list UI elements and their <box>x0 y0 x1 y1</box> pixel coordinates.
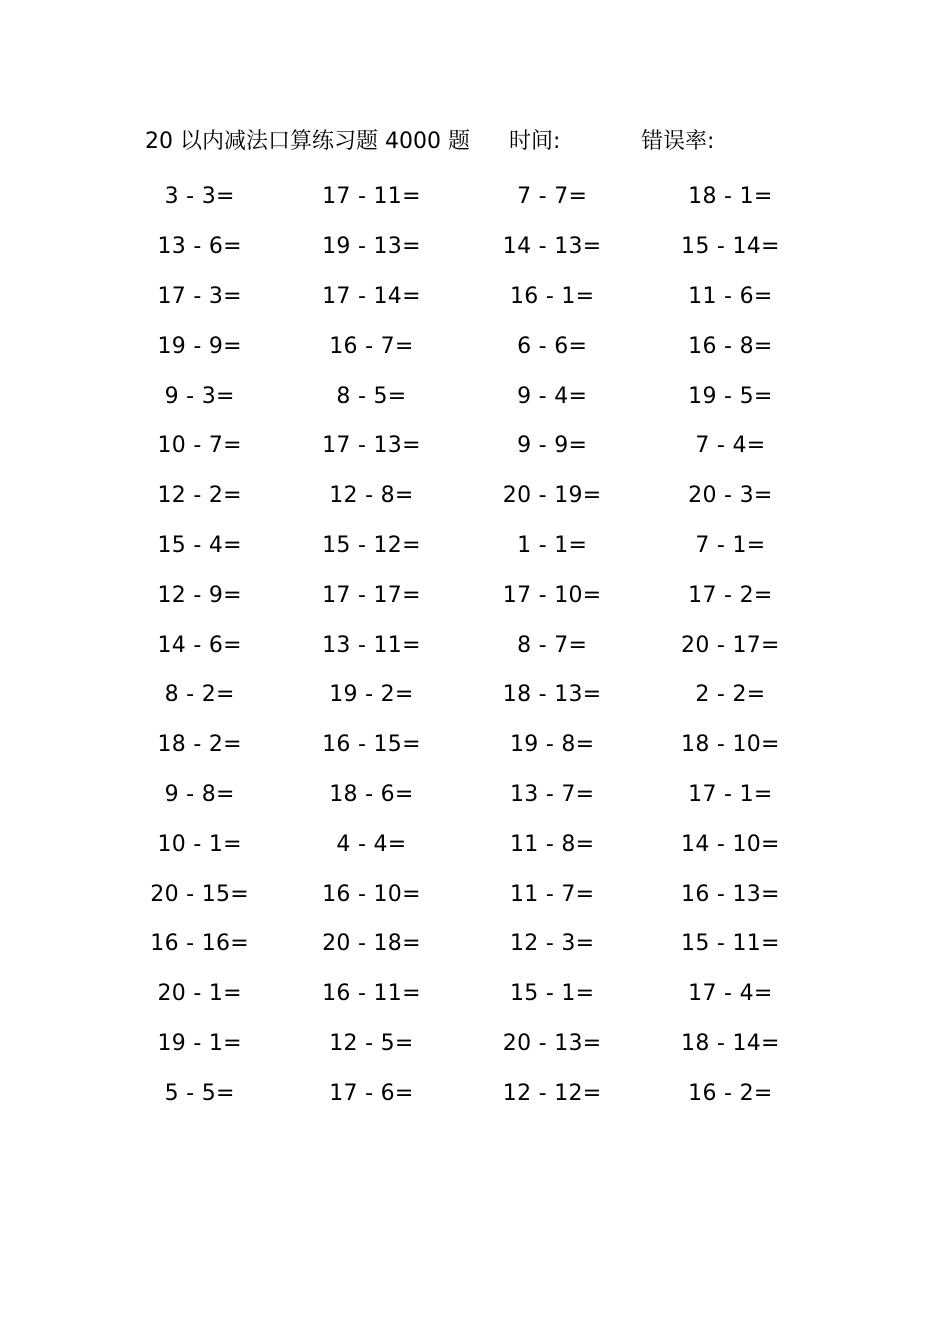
problem-item: 9 - 4= <box>517 383 588 409</box>
problem-row <box>125 819 825 869</box>
problem-item: 16 - 8= <box>688 333 773 359</box>
problem-item: 7 - 7= <box>517 184 588 210</box>
problem-item: 14 - 13= <box>502 234 602 260</box>
problem-item: 15 - 14= <box>681 234 780 260</box>
problem-item: 17 - 4= <box>688 981 773 1007</box>
problem-item: 13 - 11= <box>322 632 421 658</box>
problem-grid <box>125 172 825 1118</box>
problem-item: 19 - 2= <box>329 682 414 708</box>
problem-row <box>125 770 825 820</box>
problem-item: 12 - 12= <box>502 1080 602 1106</box>
problem-item: 11 - 7= <box>509 881 595 907</box>
problem-item: 16 - 2= <box>688 1080 773 1106</box>
problem-item: 16 - 11= <box>322 981 421 1007</box>
problem-item: 17 - 1= <box>688 781 773 807</box>
problem-item: 13 - 7= <box>509 781 595 807</box>
problem-item: 15 - 12= <box>322 532 421 558</box>
problem-item: 14 - 10= <box>681 831 780 857</box>
problem-item: 17 - 3= <box>157 283 242 309</box>
problem-item: 19 - 8= <box>509 732 595 758</box>
problem-item: 17 - 2= <box>688 582 773 608</box>
problem-row <box>125 1068 825 1118</box>
problem-item: 15 - 11= <box>681 931 780 957</box>
problem-row <box>125 969 825 1019</box>
problem-item: 15 - 1= <box>509 981 595 1007</box>
problem-item: 20 - 15= <box>150 881 250 907</box>
problem-item: 12 - 2= <box>157 483 242 509</box>
problem-item: 17 - 6= <box>329 1080 414 1106</box>
problem-item: 18 - 10= <box>681 732 780 758</box>
problem-item: 10 - 7= <box>157 433 242 459</box>
problem-item: 17 - 13= <box>322 433 421 459</box>
problem-item: 12 - 8= <box>329 483 414 509</box>
problem-item: 15 - 4= <box>157 532 242 558</box>
problem-item: 8 - 5= <box>336 383 407 409</box>
problem-item: 5 - 5= <box>164 1080 235 1106</box>
problem-item: 20 - 18= <box>322 931 421 957</box>
problem-item: 16 - 13= <box>681 881 780 907</box>
problem-row <box>125 1019 825 1069</box>
problem-row <box>125 720 825 770</box>
problem-item: 1 - 1= <box>517 532 588 558</box>
problem-item: 8 - 2= <box>164 682 235 708</box>
problem-row <box>125 919 825 969</box>
problem-row <box>125 570 825 620</box>
problem-item: 13 - 6= <box>157 234 242 260</box>
problem-item: 9 - 9= <box>517 433 588 459</box>
problem-item: 19 - 9= <box>157 333 242 359</box>
problem-item: 20 - 17= <box>681 632 780 658</box>
problem-item: 12 - 9= <box>157 582 242 608</box>
problem-item: 11 - 6= <box>688 283 773 309</box>
error-rate-label: 错误率: <box>641 129 715 154</box>
problem-item: 11 - 8= <box>509 831 595 857</box>
problem-item: 14 - 6= <box>157 632 242 658</box>
problem-item: 20 - 19= <box>502 483 602 509</box>
problem-item: 7 - 4= <box>695 433 766 459</box>
problem-item: 20 - 1= <box>157 981 242 1007</box>
problem-item: 9 - 3= <box>164 383 235 409</box>
problem-item: 18 - 2= <box>157 732 242 758</box>
problem-row <box>125 620 825 670</box>
problem-item: 18 - 14= <box>681 1030 780 1056</box>
problem-item: 10 - 1= <box>157 831 242 857</box>
problem-item: 18 - 13= <box>502 682 602 708</box>
problem-row <box>125 321 825 371</box>
problem-row <box>125 670 825 720</box>
problem-item: 4 - 4= <box>336 831 407 857</box>
problem-item: 16 - 15= <box>322 732 421 758</box>
problem-item: 17 - 17= <box>322 582 421 608</box>
problem-item: 2 - 2= <box>695 682 766 708</box>
problem-row <box>125 222 825 272</box>
problem-item: 6 - 6= <box>517 333 588 359</box>
problem-item: 16 - 16= <box>150 931 250 957</box>
problem-item: 19 - 13= <box>322 234 421 260</box>
problem-item: 19 - 1= <box>157 1030 242 1056</box>
problem-row <box>125 172 825 222</box>
problem-item: 12 - 5= <box>329 1030 414 1056</box>
problem-item: 9 - 8= <box>164 781 235 807</box>
problem-item: 20 - 3= <box>688 483 773 509</box>
problem-item: 20 - 13= <box>502 1030 602 1056</box>
problem-row <box>125 272 825 322</box>
problem-item: 17 - 10= <box>502 582 602 608</box>
problem-row <box>125 371 825 421</box>
problem-item: 19 - 5= <box>688 383 773 409</box>
problem-row <box>125 471 825 521</box>
problem-item: 16 - 10= <box>322 881 421 907</box>
problem-row <box>125 521 825 571</box>
problem-item: 16 - 1= <box>509 283 595 309</box>
problem-item: 8 - 7= <box>517 632 588 658</box>
problem-item: 7 - 1= <box>695 532 766 558</box>
worksheet-header <box>145 124 765 160</box>
time-label: 时间: <box>509 129 561 154</box>
problem-item: 17 - 11= <box>322 184 421 210</box>
problem-item: 3 - 3= <box>164 184 235 210</box>
problem-item: 17 - 14= <box>322 283 421 309</box>
problem-item: 16 - 7= <box>329 333 414 359</box>
worksheet-title: 20 以内减法口算练习题 4000 题 <box>145 129 470 154</box>
problem-item: 12 - 3= <box>509 931 595 957</box>
problem-row <box>125 869 825 919</box>
problem-item: 18 - 1= <box>688 184 773 210</box>
problem-item: 18 - 6= <box>329 781 414 807</box>
problem-row <box>125 421 825 471</box>
